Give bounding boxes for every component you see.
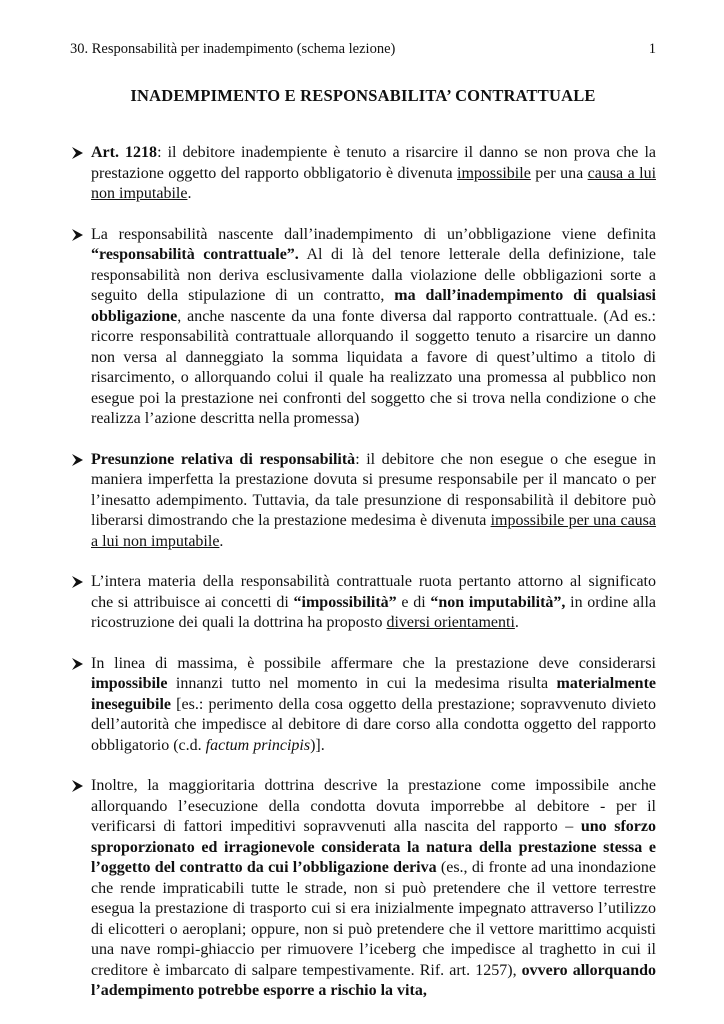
bold-term: ovvero allorquando l’adempimento potrebbe esporre a rischio la vita, (91, 961, 656, 999)
bullet-item-materia (70, 572, 656, 634)
page-number: 1 (648, 41, 656, 57)
item-text: L’intera materia della responsabilità contrattuale ruota pertanto attorno al significato che si attribuisce ai concetti di (91, 573, 656, 611)
item-text: . (187, 185, 192, 202)
arrow-bullet-icon (70, 143, 88, 163)
bold-term: impossibile (91, 675, 168, 692)
bold-term: Presunzione relativa di responsabilità (91, 450, 356, 468)
bold-term: materialmente ineseguibile (91, 675, 656, 713)
item-text: Al di là del tenore letterale della definizione, tale responsabilità non deriva esclusivamente dalla violazione delle obbligazioni sorte a seguito della stipulazione di un contratto, (91, 246, 656, 304)
item-text: . (219, 532, 224, 550)
item-text: . (514, 614, 519, 631)
item-text: Inoltre, la maggioritaria dottrina descrive la prestazione come impossibile anche allorquando l’esecuzione della condotta dovuta imporrebbe al debitore - per il verificarsi di fattori impeditivi sopravvenuti alla nascita del rapporto – (91, 777, 656, 835)
item-text: La responsabilità nascente dall’inadempimento di un’obbligazione viene definita (91, 225, 656, 243)
bullet-item-inoltre (70, 776, 656, 1002)
item-text: : il debitore inadempiente è tenuto a risarcire il danno se non prova che la prestazione oggetto del rapporto obbligatorio è divenuta (91, 144, 657, 182)
item-text: innanzi tutto nel momento in cui la medesima risulta (167, 675, 557, 692)
underlined-term: diversi orientamenti (386, 614, 515, 631)
arrow-bullet-icon (70, 225, 88, 245)
article-ref: Art. 1218 (91, 144, 158, 161)
bold-term: uno sforzo sproporzionato ed irragionevole considerata la natura della prestazione stessa e l’oggetto del contratto da cui l’obbligazione deriva (91, 818, 656, 876)
bullet-item-art-1218 (70, 143, 656, 205)
item-text: In linea di massima, è possibile affermare che la prestazione deve considerarsi (91, 654, 656, 672)
item-text: e di (396, 593, 431, 611)
underlined-term: impossibile (457, 164, 531, 182)
bold-term: “impossibilità” (293, 593, 397, 611)
bold-term: “responsabilità contrattuale”. (91, 246, 299, 263)
arrow-bullet-icon (70, 654, 88, 674)
bullet-item-presunzione (70, 450, 656, 553)
italic-term: factum principis (205, 736, 311, 754)
bullet-item-responsabilita (70, 225, 656, 430)
document-title: INADEMPIMENTO E RESPONSABILITA’ CONTRATTUALE (130, 86, 596, 105)
arrow-bullet-icon (70, 776, 88, 796)
item-text: , anche nascente da una fonte diversa dal rapporto contrattuale. (Ad es.: ricorre responsabilità contrattuale allorquando il soggetto tenuto a risarcire un danno non versa al danneggiato la somma liquidata a favore di quest’ultimo a titolo di risarcimento, o allorquando colui il quale ha realizzato una promessa al pubblico non esegue poi la prestazione nei confronti del soggetto che si trova nella condizione o che realizza l’azione descritta nella promessa) (91, 307, 656, 427)
arrow-bullet-icon (70, 572, 88, 592)
arrow-bullet-icon (70, 450, 88, 470)
underlined-term: causa a lui non imputabile (91, 164, 657, 202)
item-text: )]. (310, 736, 325, 754)
header-title: 30. Responsabilità per inadempimento (schema lezione) (70, 41, 396, 57)
bullet-list (70, 143, 656, 1022)
item-text: (es., di fronte ad una inondazione che rende impraticabili tutte le strade, non si può pretendere che il vettore terrestre esegua la prestazione di trasporto cui si era inizialmente impegnato attraverso l’utilizzo di elicotteri o aeroplani; oppure, non si può pretendere che il vettore marittimo acquisti una nave rompi-ghiaccio per rimuovere l’iceberg che impedisce al traghetto in cui il creditore è imbarcato di salpare tempestivamente. Rif. art. 1257), (91, 859, 656, 979)
item-text: in ordine alla ricostruzione dei quali la dottrina ha proposto (91, 593, 657, 631)
item-text: [es.: perimento della cosa oggetto della prestazione; sopravvenuto divieto dell’autorità che impedisce al debitore di dare corso alla condotta oggetto del rapporto obbligatorio (c.d. (91, 695, 656, 754)
page-header (70, 40, 656, 58)
underlined-term: impossibile per una causa a lui non imputabile (91, 512, 657, 550)
item-text: : il debitore che non esegue o che esegue in maniera imperfetta la prestazione dovuta si presume responsabile per il mancato o per l’inesatto adempimento. Tuttavia, da tale presunzione di responsabilità il debitore può liberarsi dimostrando che la prestazione medesima è divenuta (91, 450, 657, 529)
item-text: per una (530, 164, 588, 182)
bold-term: “non imputabilità”, (430, 593, 566, 611)
bullet-item-impossibile (70, 654, 656, 757)
bold-term: ma dall’inadempimento di qualsiasi obbligazione (91, 287, 656, 325)
